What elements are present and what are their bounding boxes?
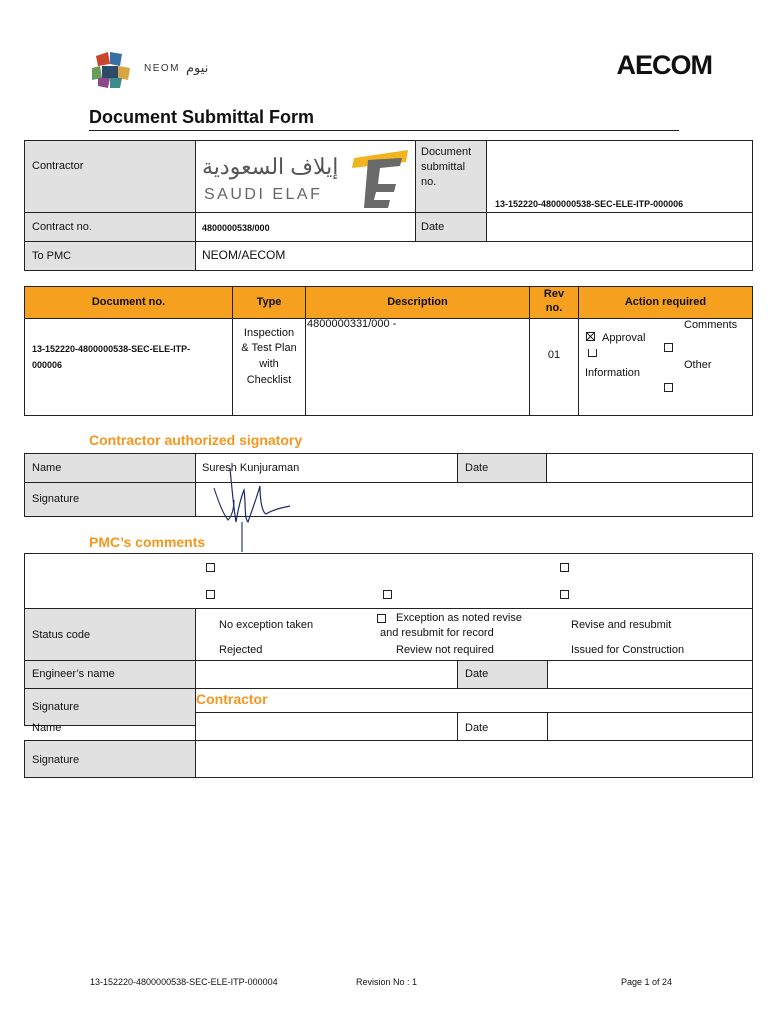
other-label: Other: [684, 359, 712, 371]
neom-logo-icon: [88, 48, 134, 90]
saudi-elaf-emblem-icon: [344, 148, 414, 210]
saudi-elaf-arabic: إيلاف السعودية: [202, 154, 339, 179]
footer-revision: Revision No : 1: [356, 977, 418, 987]
rev-header-2: no.: [545, 302, 563, 314]
information-checkbox[interactable]: [588, 349, 597, 357]
handwritten-signature: [200, 460, 310, 555]
description-value: 4800000331/000 -: [307, 318, 397, 330]
footer-page: Page 1 of 24: [621, 977, 673, 987]
engineer-date-value-cell[interactable]: [547, 660, 753, 689]
type-line-3: with: [259, 358, 279, 370]
saudi-elaf-latin: SAUDI ELAF: [204, 186, 323, 203]
neom-arabic-text: نيوم: [186, 60, 209, 75]
date-label: Date: [421, 221, 445, 233]
contractor-name-value-cell[interactable]: [195, 712, 458, 741]
doc-no-line-2: 000006: [32, 360, 63, 370]
signatory-section-title: Contractor authorized signatory: [89, 432, 303, 448]
neom-logo-text: NEOM: [144, 63, 180, 74]
engineer-value-cell[interactable]: [195, 660, 458, 689]
contractor-label: Contractor: [32, 160, 84, 172]
to-pmc-value: NEOM/AECOM: [202, 248, 286, 262]
signatory-name-label: Name: [32, 462, 62, 474]
title-underline: [89, 130, 679, 131]
contractor-overlay-title: Contractor: [196, 691, 268, 707]
contractor-label-cell: [24, 140, 196, 213]
rev-header-1: Rev: [543, 288, 565, 300]
form-title: Document Submittal Form: [89, 107, 315, 127]
rev-value: 01: [547, 349, 561, 361]
type-line-2: & Test Plan: [241, 342, 297, 354]
footer-doc-ref: 13-152220-4800000538-SEC-ELE-ITP-000004: [90, 977, 278, 987]
checked-x-icon: [586, 332, 595, 341]
doc-no-header: Document no.: [91, 296, 166, 308]
neom-logo: [88, 48, 228, 88]
type-line-4: Checklist: [246, 374, 292, 386]
pmc-checkbox-area: [24, 553, 753, 609]
approval-checkbox[interactable]: [586, 332, 595, 341]
engineer-label: Engineer’s name: [32, 668, 115, 680]
signatory-name-value: Suresh Kunjuraman: [202, 462, 300, 474]
action-header: Action required: [624, 296, 707, 308]
contractor-date-label: Date: [465, 722, 489, 734]
pmc-checkbox-2[interactable]: [560, 563, 569, 572]
contractor-name-label: Name: [32, 722, 62, 734]
doc-submittal-label-2: submittal: [421, 161, 466, 173]
contractor-date-value-cell[interactable]: [547, 712, 753, 741]
description-header: Description: [387, 296, 448, 308]
pmc-checkbox-4[interactable]: [383, 590, 392, 599]
review-not-required-option: Review not required: [396, 644, 494, 656]
pmc-signature-cell[interactable]: [195, 688, 753, 713]
exception-option-line-2: and resubmit for record: [380, 627, 494, 639]
signatory-date-value-cell[interactable]: [546, 453, 753, 483]
exception-checkbox[interactable]: [377, 614, 386, 623]
comments-checkbox[interactable]: [664, 343, 673, 352]
exception-option-line-1: Exception as noted revise: [396, 612, 522, 624]
contract-no-label: Contract no.: [32, 221, 92, 233]
contractor-signature-cell[interactable]: [195, 740, 753, 778]
comments-label: Comments: [684, 319, 738, 331]
aecom-logo: AECOM: [616, 50, 712, 80]
status-code-label: Status code: [32, 629, 91, 641]
doc-no-line-1: 13-152220-4800000538-SEC-ELE-ITP-: [32, 344, 191, 354]
doc-submittal-value: 13-152220-4800000538-SEC-ELE-ITP-000006: [495, 199, 684, 209]
approval-label: Approval: [602, 332, 646, 344]
rejected-option: Rejected: [219, 644, 263, 656]
engineer-date-label: Date: [465, 668, 489, 680]
date-value-cell[interactable]: [486, 212, 753, 242]
type-header: Type: [256, 296, 282, 308]
to-pmc-label: To PMC: [32, 250, 72, 262]
no-exception-option: No exception taken: [219, 619, 314, 631]
pmc-checkbox-5[interactable]: [560, 590, 569, 599]
revise-option: Revise and resubmit: [571, 619, 672, 631]
signatory-date-label: Date: [465, 462, 489, 474]
pmc-section-title: PMC’s comments: [89, 534, 206, 550]
rev-cell: [529, 318, 579, 416]
signatory-signature-label: Signature: [32, 493, 80, 505]
other-checkbox[interactable]: [664, 383, 673, 392]
issued-for-construction-option: Issued for Construction: [571, 644, 685, 656]
type-line-1: Inspection: [243, 327, 295, 339]
pmc-checkbox-3[interactable]: [206, 590, 215, 599]
pmc-signature-label: Signature: [32, 701, 80, 713]
pmc-checkbox-1[interactable]: [206, 563, 215, 572]
description-cell: [305, 318, 530, 416]
contract-no-value: 4800000538/000: [202, 223, 270, 233]
doc-submittal-label-1: Document: [421, 146, 472, 158]
information-label: Information: [585, 367, 641, 379]
contractor-signature-label: Signature: [32, 754, 80, 766]
doc-submittal-label-3: no.: [421, 176, 437, 188]
saudi-elaf-logo: [202, 148, 412, 210]
